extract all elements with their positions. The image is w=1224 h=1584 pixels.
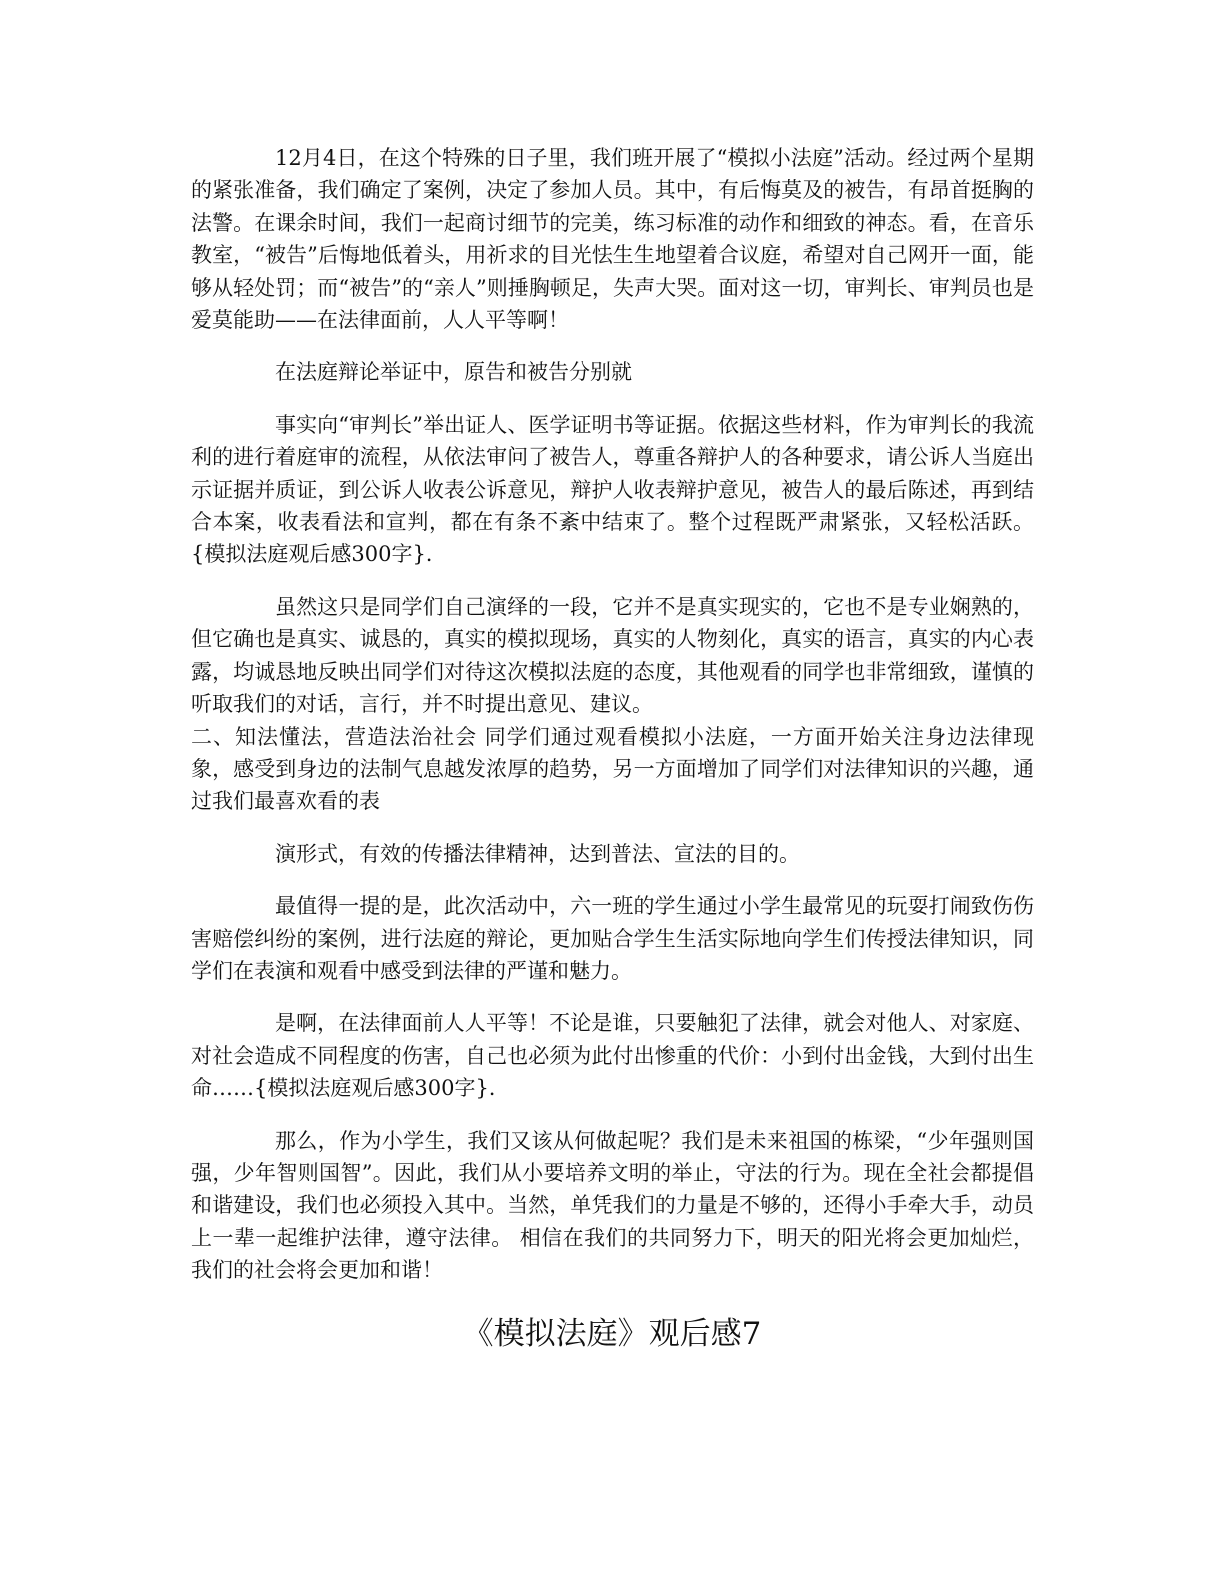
paragraph-3: 事实向“审判长”举出证人、医学证明书等证据。依据这些材料，作为审判长的我流利的进行着庭审的流程，从依法审问了被告人，尊重各辩护人的各种要求，请公诉人当庭出示证据并质证，到公诉人收表公诉意见，辩护人收表辩护意见，被告人的最后陈述，再到结合本案，收表看法和宣判，都在有条不紊中结束了。整个过程既严肃紧张，又轻松活跃。{模拟法庭观后感300字}. <box>191 412 1034 567</box>
section-heading: 《模拟法庭》观后感7 <box>462 1316 762 1352</box>
paragraph-8: 是啊，在法律面前人人平等！不论是谁，只要触犯了法律，就会对他人、对家庭、对社会造成不同程度的伤害，自己也必须为此付出惨重的代价：小到付出金钱，大到付出生命……{模拟法庭观后感300字}. <box>191 1011 1034 1101</box>
paragraph-5: 二、知法懂法，营造法治社会 同学们通过观看模拟小法庭，一方面开始关注身边法律现象，感受到身边的法制气息越发浓厚的趋势，另一方面增加了同学们对法律知识的兴趣，通过我们最喜欢看的表 <box>191 724 1034 814</box>
paragraph-7: 最值得一提的是，此次活动中，六一班的学生通过小学生最常见的玩耍打闹致伤伤害赔偿纠纷的案例，进行法庭的辩论，更加贴合学生生活实际地向学生们传授法律知识，同学们在表演和观看中感受到法律的严谨和魅力。 <box>191 894 1034 983</box>
paragraph-2: 在法庭辩论举证中，原告和被告分别就 <box>275 360 632 385</box>
document-body <box>191 142 1034 1287</box>
paragraph-1: 12月4日，在这个特殊的日子里，我们班开展了“模拟小法庭”活动。经过两个星期的紧张准备，我们确定了案例，决定了参加人员。其中，有后悔莫及的被告，有昂首挺胸的法警。在课余时间，我们一起商讨细节的完美，练习标准的动作和细致的神态。看，在音乐教室，“被告”后悔地低着头，用祈求的目光怯生生地望着合议庭，希望对自己网开一面，能够从轻处罚；而“被告”的“亲人”则捶胸顿足，失声大哭。面对这一切，审判长、审判员也是爱莫能助——在法律面前，人人平等啊！ <box>191 146 1034 333</box>
paragraph-4: 虽然这只是同学们自己演绎的一段，它并不是真实现实的，它也不是专业娴熟的，但它确也是真实、诚恳的，真实的模拟现场，真实的人物刻化，真实的语言，真实的内心表露，均诚恳地反映出同学们对待这次模拟法庭的态度，其他观看的同学也非常细致，谨慎的听取我们的对话，言行，并不时提出意见、建议。 <box>191 594 1034 717</box>
paragraph-9: 那么，作为小学生，我们又该从何做起呢？我们是未来祖国的栋梁，“少年强则国强，少年智则国智”。因此，我们从小要培养文明的举止，守法的行为。现在全社会都提倡和谐建设，我们也必须投入其中。当然，单凭我们的力量是不够的，还得小手牵大手，动员上一辈一起维护法律，遵守法律。 相信在我们的共同努力下，明天的阳光将会更加灿烂，我们的社会将会更加和谐！ <box>191 1128 1034 1283</box>
paragraph-6: 演形式，有效的传播法律精神，达到普法、宣法的目的。 <box>275 841 800 866</box>
